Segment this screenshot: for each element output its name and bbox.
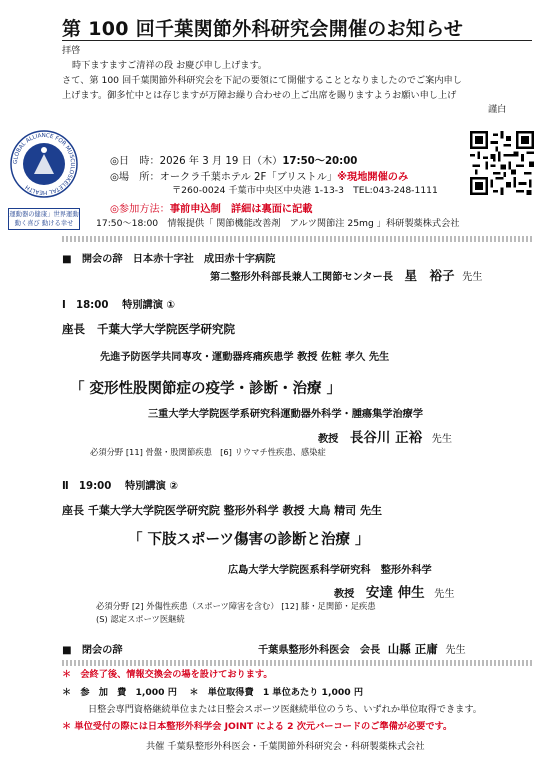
time-value: 17:50～20:00 <box>282 156 358 167</box>
lecture1-title: 「 変形性股関節症の疫学・診断・治療 」 <box>70 381 342 397</box>
logo-caption <box>8 208 80 230</box>
lecture1-speaker-suffix: 先生 <box>431 434 453 445</box>
lecture1-chair <box>62 321 235 337</box>
intro-line-3: 上げます。御多忙中とは存じますが万障お繰り合わせの上ご出席を賜りますようお願い申し上げ <box>62 90 457 101</box>
note-reception: ＊ 会終了後、情報交換会の場を設けております。 <box>62 669 273 680</box>
event-place <box>110 168 408 183</box>
lecture1-chair-dept: 先進予防医学共同専攻・運動器疼痛疾患学 教授 佐粧 孝久 先生 <box>100 352 390 363</box>
intro-line-2: さて、第 100 回千葉関節外科研究会を下記の要領にて開催することとなりましたのでご案内申し <box>62 75 462 86</box>
closing-org: 千葉県整形外科医会 会長 <box>258 645 381 656</box>
title-divider <box>62 40 532 41</box>
closing-word: 謹白 <box>488 104 507 115</box>
lecture1-speaker-role: 教授 <box>318 434 339 445</box>
place-value: オークラ千葉ホテル 2F「ブリストル」 <box>159 172 338 183</box>
lecture1-chair-affil: 千葉大学大学院医学研究院 <box>97 322 236 336</box>
note-credits: 日整会専門資格継続単位または日整会スポーツ医継続単位のうち、いずれか単位取得できます。 <box>88 704 482 715</box>
opening-speaker <box>210 266 482 284</box>
lecture2-field-1: 必須分野 [2] 外傷性疾患（スポーツ障害を含む） [12] 膝・足関節・足疾患 <box>96 601 376 611</box>
closing-label: ■ 閉会の辞 <box>62 645 123 656</box>
lecture2-field-2: (S) 認定スポーツ医継続 <box>96 614 185 624</box>
lecture1-speaker <box>318 426 452 446</box>
alliance-logo <box>10 130 78 198</box>
section-divider <box>62 236 532 242</box>
info-provision: 17:50～18:00 情報提供「 関節機能改善剤 アルツ関節注 25mg 」科研製薬株式会社 <box>96 218 460 229</box>
method-label: ◎参加方法： <box>110 204 170 215</box>
date-value: 2026 年 3 月 19 日（木） <box>159 156 283 167</box>
lecture1-speaker-affil: 三重大学大学院医学系研究科運動器外科学・腫瘍集学治療学 <box>148 409 424 420</box>
lecture2-title: 「 下肢スポーツ傷害の診断と治療 」 <box>128 532 370 548</box>
lecture2-speaker-suffix: 先生 <box>434 589 455 600</box>
event-address: 〒260-0024 千葉市中央区中央港 1-13-3 TEL:043-248-1111 <box>172 185 438 196</box>
closing-suffix: 先生 <box>445 645 466 656</box>
qr-code-icon[interactable] <box>470 131 534 195</box>
greeting: 拝啓 <box>62 45 81 56</box>
globe-icon <box>10 130 78 198</box>
logo-caption-2: 動く喜び 動ける幸せ <box>14 220 74 227</box>
lecture1-speaker-name: 長谷川 正裕 <box>349 430 423 446</box>
lecture1-heading: Ⅰ 18:00 特別講演 ① <box>62 300 176 311</box>
note-fees: ＊ 参 加 費 1,000 円 ＊ 単位取得費 1 単位あたり 1,000 円 <box>62 687 364 698</box>
intro-line-1: 時下ますますご清祥の段 お慶び申し上げます。 <box>72 60 268 71</box>
method-value: 事前申込制 詳細は裏面に記載 <box>169 204 313 215</box>
event-date <box>110 152 357 167</box>
opening-role: 第二整形外科部長兼人工関節センター長 <box>210 272 393 283</box>
opening-label: ■ 開会の辞 日本赤十字社 成田赤十字病院 <box>62 254 276 265</box>
notes-divider <box>62 660 532 666</box>
opening-name: 星 裕子 <box>404 268 455 283</box>
lecture2-speaker-name: 安達 伸生 <box>365 585 425 601</box>
logo-ring-text: GLOBAL ALLIANCE FOR MUSCULOSKELETAL HEALTH <box>12 132 76 196</box>
lecture1-chair-label: 座長 <box>62 322 85 336</box>
closing-name: 山縣 正庸 <box>387 642 438 656</box>
place-label: ◎場 所： <box>110 172 160 183</box>
note-barcode: ＊ 単位受付の際には日本整形外科学会 JOINT による 2 次元バーコードのご準備が必要です。 <box>62 721 453 732</box>
date-label: ◎日 時： <box>110 156 160 167</box>
sponsor-line: 共催 千葉県整形外科医会・千葉関節外科研究会・科研製薬株式会社 <box>146 741 425 752</box>
event-method <box>110 200 312 215</box>
lecture2-chair: 座長 千葉大学大学院医学研究院 整形外科学 教授 大鳥 精司 先生 <box>62 504 382 517</box>
place-note: ※現地開催のみ <box>337 172 409 183</box>
logo-caption-1: 運動器の健康」世界運動 <box>9 211 79 218</box>
lecture2-heading: Ⅱ 19:00 特別講演 ② <box>62 481 178 492</box>
lecture2-speaker-affil: 広島大学大学院医系科学研究科 整形外科学 <box>228 565 432 576</box>
lecture2-speaker <box>334 581 455 601</box>
opening-suffix: 先生 <box>462 272 483 283</box>
page-title: 第 100 回千葉関節外科研究会開催のお知らせ <box>62 18 464 40</box>
lecture2-speaker-role: 教授 <box>334 589 355 600</box>
lecture1-field: 必須分野 [11] 骨盤・股関節疾患 [6] リウマチ性疾患、感染症 <box>90 447 326 457</box>
closing-speaker <box>258 641 466 657</box>
